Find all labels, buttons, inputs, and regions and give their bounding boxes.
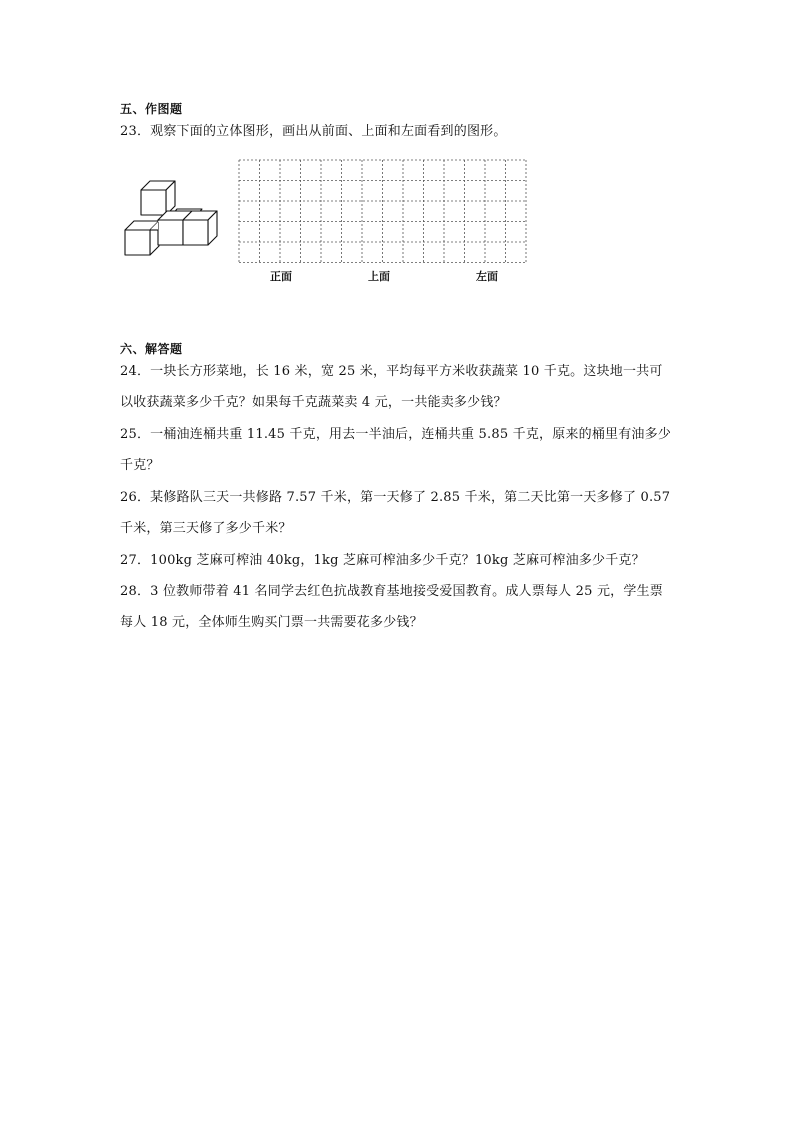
question-23: 23．观察下面的立体图形，画出从前面、上面和左面看到的图形。	[120, 124, 507, 139]
question-25-line-2: 千克？	[120, 458, 160, 473]
view-label-front: 正面	[270, 270, 292, 283]
question-26-line-1: 26．某修路队三天一共修路 7.57 千米，第一天修了 2.85 千米，第二天比第一天多修了 0.57	[120, 490, 671, 505]
cube-stack-figure	[122, 178, 222, 260]
question-24-line-2: 以收获蔬菜多少千克？如果每千克蔬菜卖 4 元，一共能卖多少钱？	[120, 395, 507, 410]
section-heading-solve: 六、解答题	[120, 342, 183, 356]
cube-front-face	[141, 190, 166, 215]
cube-front-face	[125, 230, 150, 255]
question-28-line-1: 28．3 位教师带着 41 名同学去红色抗战教育基地接受爱国教育。成人票每人 25 元，学生票	[120, 584, 663, 599]
question-24-line-1: 24．一块长方形菜地，长 16 米，宽 25 米，平均每平方米收获蔬菜 10 千克。这块地一共可	[120, 364, 663, 379]
view-label-left: 左面	[476, 270, 498, 283]
question-28-line-2: 每人 18 元，全体师生购买门票一共需要花多少钱？	[120, 615, 423, 630]
section-heading-drawing: 五、作图题	[120, 102, 183, 116]
view-label-top: 上面	[368, 270, 390, 283]
question-25-line-1: 25．一桶油连桶共重 11.45 千克，用去一半油后，连桶共重 5.85 千克，原来的桶里有油多少	[120, 427, 672, 442]
cube-front-face	[158, 220, 183, 245]
drawing-grid[interactable]	[238, 159, 528, 265]
question-26-line-2: 千米，第三天修了多少千米？	[120, 521, 292, 536]
cube-front-face	[183, 220, 208, 245]
question-27: 27．100kg 芝麻可榨油 40kg，1kg 芝麻可榨油多少千克？10kg 芝麻可榨油多少千克？	[120, 553, 645, 568]
